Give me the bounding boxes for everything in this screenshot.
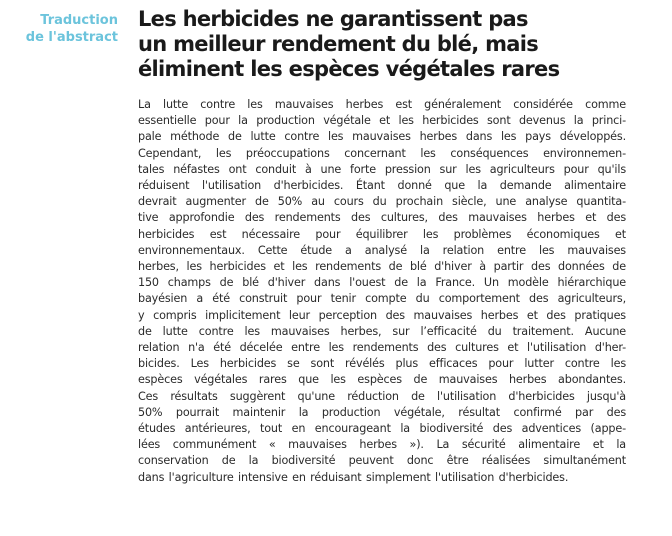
abstract-line: environnementaux. Cette étude a analysé la relation entre les mauvaises [138,243,626,257]
title-line: Les herbicides ne garantissent pas [138,7,528,31]
title-line: éliminent les espèces végétales rares [138,57,560,81]
section-label [18,12,118,46]
abstract-line: herbes, les herbicides et les rendements de blé d'hiver à partir des données de [138,260,626,274]
abstract-line: espèces végétales rares que les espèces de mauvaises herbes abondantes. [138,373,626,387]
abstract-line: essentielle pour la production végétale et les herbicides sont devenus la princi- [138,114,626,128]
abstract-line: herbicides est nécessaire pour équilibrer les problèmes économiques et [138,227,626,241]
abstract-line: dans l'agriculture intensive en réduisant simplement l'utilisation d'herbicides. [138,470,569,484]
abstract-line: bicides. Les herbicides se sont révélés plus efficaces pour lutter contre les [138,357,626,371]
abstract-line: pale méthode de lutte contre les mauvaises herbes dans les pays développés. [138,130,626,144]
title-line: un meilleur rendement du blé, mais [138,32,539,56]
abstract-line: tive approfondie des rendements des cultures, des mauvaises herbes et des [138,211,626,225]
abstract-line: relation n'a été décelée entre les rendements des cultures et l'utilisation d'her- [138,341,626,355]
abstract-line: 150 champs de blé d'hiver dans l'ouest de la France. Un modèle hiérarchique [138,276,626,290]
abstract-line: bayésien a été construit pour tenir compte du comportement des agriculteurs, [138,292,626,306]
abstract-line: réduisent l'utilisation d'herbicides. Étant donné que la demande alimentaire [138,179,626,193]
abstract-line: de lutte contre les mauvaises herbes, sur l’efficacité du traitement. Aucune [138,324,626,338]
abstract-line: lées communément « mauvaises herbes »). La sécurité alimentaire et la [138,438,626,452]
abstract-line: Ces résultats suggèrent qu'une réduction de l'utilisation d'herbicides jusqu'à [138,389,626,403]
abstract-line: tales néfastes ont conduit à une forte pression sur les agriculteurs pour qu'ils [138,162,626,176]
abstract-line: conservation de la biodiversité peuvent donc être réalisées simultanément [138,454,626,468]
abstract-line: La lutte contre les mauvaises herbes est généralement considérée comme [138,98,626,111]
section-label-line: de l'abstract [25,30,118,45]
abstract-line: études antérieures, tout en encourageant la biodiversité des adventices (appe- [138,422,626,436]
abstract-line: y compris implicitement leur perception des mauvaises herbes et des pratiques [138,308,626,322]
abstract-paragraph [138,97,626,486]
article-title [138,7,658,82]
abstract-line: Cependant, les préoccupations concernant les conséquences environnemen- [138,146,626,160]
abstract-line: 50% pourrait maintenir la production végétale, résultat confirmé par des [138,405,626,419]
section-label-line: Traduction [40,13,118,28]
abstract-line: devrait augmenter de 50% au cours du prochain siècle, une analyse quantita- [138,195,626,209]
